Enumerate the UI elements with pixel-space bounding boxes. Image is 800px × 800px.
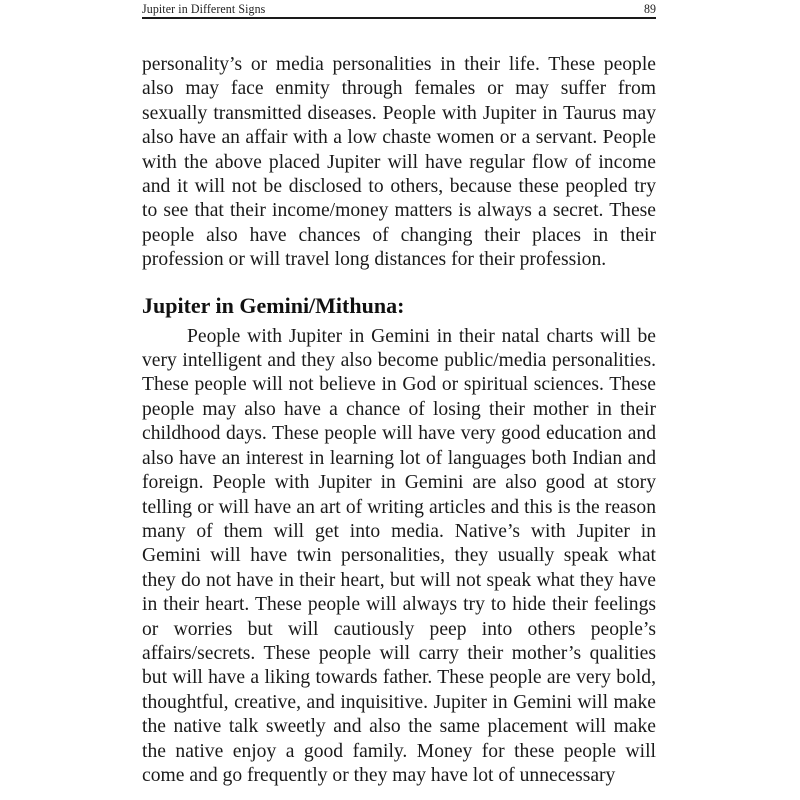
continued-paragraph: personality’s or media personalities in their life. These people also may face enmity through females or may suffer from sexually transmitted diseases. People with Jupiter in Taurus may also have an affair with a low chaste women or a servant. People with the above placed Jupiter will have regular flow of income and it will not be disclosed to others, because these peopled try to see that their income/money matters is always a secret. These people also have chances of changing their places in their profession or will travel long distances for their profession. [142, 54, 656, 271]
body-text [142, 53, 656, 788]
book-page [142, 0, 656, 788]
running-header-title: Jupiter in Different Signs [142, 1, 266, 16]
running-header [142, 0, 656, 15]
section-paragraph: People with Jupiter in Gemini in their natal charts will be very intelligent and they also become public/media personalities. These people will not believe in God or spiritual sciences. These people may also have a chance of losing their mother in their childhood days. These people will have very good education and also have an interest in learning lot of languages both Indian and foreign. People with Jupiter in Gemini are also good at story telling or will have an art of writing articles and this is the reason many of them will get into media. Native’s with Jupiter in Gemini will have twin personalities, they usually speak what they do not have in their heart, but will not speak what they have in their heart. These people will always try to hide their feelings or worries but will cautiously peep into others people’s affairs/secrets. These people will carry their mother’s qualities but will have a liking towards father. These people are very bold, thoughtful, creative, and inquisitive. Jupiter in Gemini will make the native talk sweetly and also the same placement will make the native enjoy a good family. Money for these people will come and go frequently or they may have lot of unnecessary [142, 325, 656, 786]
section-heading: Jupiter in Gemini/Mithuna: [142, 292, 405, 318]
page-number: 89 [644, 1, 657, 16]
header-rule [142, 17, 656, 19]
